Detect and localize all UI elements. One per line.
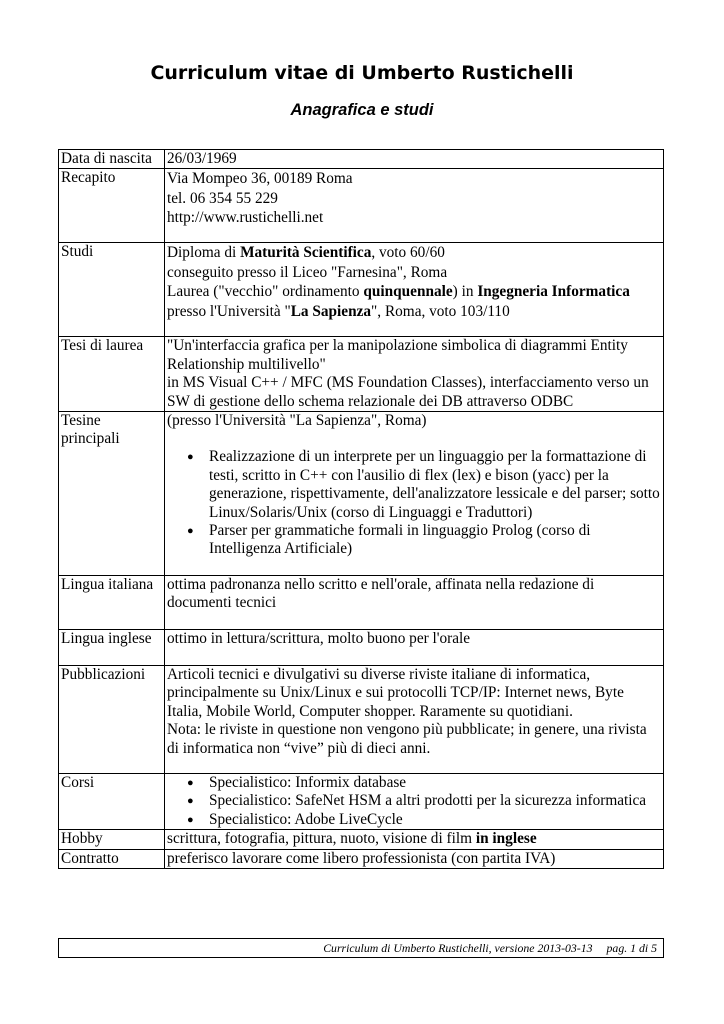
list-item: ● Specialistico: SafeNet HSM a altri prodotti per la sicurezza informatica xyxy=(187,792,661,810)
footer-text: Curriculum di Umberto Rustichelli, versione 2013-03-13 xyxy=(323,941,593,955)
pubblicazioni-note: Nota: le riviste in questione non vengono più pubblicate; in genere, una rivista di informatica non “vive” più di dieci anni. xyxy=(167,721,647,757)
tesi-title: "Un'interfaccia grafica per la manipolazione simbolica di diagrammi Entity Relationship multilivello" xyxy=(167,337,628,373)
label-corsi: Corsi xyxy=(59,774,165,830)
value-lingua-italiana: ottima padronanza nello scritto e nell'orale, affinata nella redazione di documenti tecnici xyxy=(165,576,664,630)
website-link[interactable]: http://www.rustichelli.net xyxy=(167,209,324,227)
row-data-nascita xyxy=(59,150,664,169)
row-hobby xyxy=(59,830,664,849)
value-tesine xyxy=(165,412,664,576)
row-lingua-inglese xyxy=(59,630,664,666)
row-corsi xyxy=(59,774,664,830)
studi-line-laurea: Laurea ("vecchio" ordinamento quinquennale) in Ingegneria Informatica xyxy=(167,283,630,301)
value-lingua-inglese: ottimo in lettura/scrittura, molto buono per l'orale xyxy=(165,630,664,666)
value-hobby: scrittura, fotografia, pittura, nuoto, visione di film in inglese xyxy=(165,830,664,849)
phone-line: tel. 06 354 55 229 xyxy=(167,189,278,207)
cv-table xyxy=(58,149,664,869)
label-studi: Studi xyxy=(59,243,165,337)
label-data-nascita: Data di nascita xyxy=(59,150,165,169)
studi-line-diploma: Diploma di Maturità Scientifica, voto 60/60 xyxy=(167,244,445,262)
corsi-list xyxy=(167,774,661,829)
section-subtitle: Anagrafica e studi xyxy=(290,101,434,119)
list-item: ● Parser per grammatiche formali in linguaggio Prolog (corso di Intelligenza Artificiale) xyxy=(187,522,661,559)
value-contratto: preferisco lavorare come libero professionista (con partita IVA) xyxy=(165,849,664,868)
row-lingua-italiana xyxy=(59,576,664,630)
value-data-nascita: 26/03/1969 xyxy=(165,150,664,169)
tesine-list xyxy=(167,448,661,558)
label-recapito: Recapito xyxy=(59,169,165,243)
tesine-intro: (presso l'Università "La Sapienza", Roma) xyxy=(167,412,427,430)
label-tesi: Tesi di laurea xyxy=(59,337,165,412)
pubblicazioni-text: Articoli tecnici e divulgativi su diverse riviste italiane di informatica, principalmente su Unix/Linux e sui protocolli TCP/IP: Internet news, Byte Italia, Mobile World, Computer shopper. Raramente su quotidiani. xyxy=(167,666,624,720)
label-tesine: Tesine principali xyxy=(59,412,165,576)
page-footer xyxy=(58,938,664,958)
value-studi xyxy=(165,243,664,337)
label-hobby: Hobby xyxy=(59,830,165,849)
row-contratto xyxy=(59,849,664,868)
address-line: Via Mompeo 36, 00189 Roma xyxy=(167,170,353,188)
label-lingua-inglese: Lingua inglese xyxy=(59,630,165,666)
list-item: ● Specialistico: Adobe LiveCycle xyxy=(187,811,661,829)
list-item: ● Specialistico: Informix database xyxy=(187,774,661,792)
document-title: Curriculum vitae di Umberto Rustichelli xyxy=(150,62,574,84)
value-recapito xyxy=(165,169,664,243)
value-tesi xyxy=(165,337,664,412)
label-contratto: Contratto xyxy=(59,849,165,868)
studi-line-liceo: conseguito presso il Liceo "Farnesina", Roma xyxy=(167,263,448,281)
row-tesine xyxy=(59,412,664,576)
tesi-description: in MS Visual C++ / MFC (MS Foundation Classes), interfacciamento verso un SW di gestione dello schema relazionale dei DB attraverso ODBC xyxy=(167,374,649,410)
list-item: ● Realizzazione di un interprete per un linguaggio per la formattazione di testi, scritto in C++ con l'ausilio di flex (lex) e bison (yacc) per la generazione, rispettivamente, dell'analizzatore lessicale e del parser; sotto Linux/Solaris/Unix (corso di Linguaggi e Traduttori) xyxy=(187,448,661,522)
studi-line-universita: presso l'Università "La Sapienza", Roma, voto 103/110 xyxy=(167,302,510,320)
page-number: pag. 1 di 5 xyxy=(606,941,657,955)
label-lingua-italiana: Lingua italiana xyxy=(59,576,165,630)
row-studi xyxy=(59,243,664,337)
value-pubblicazioni xyxy=(165,666,664,774)
row-tesi xyxy=(59,337,664,412)
row-pubblicazioni xyxy=(59,666,664,774)
value-corsi xyxy=(165,774,664,830)
row-recapito xyxy=(59,169,664,243)
label-pubblicazioni: Pubblicazioni xyxy=(59,666,165,774)
